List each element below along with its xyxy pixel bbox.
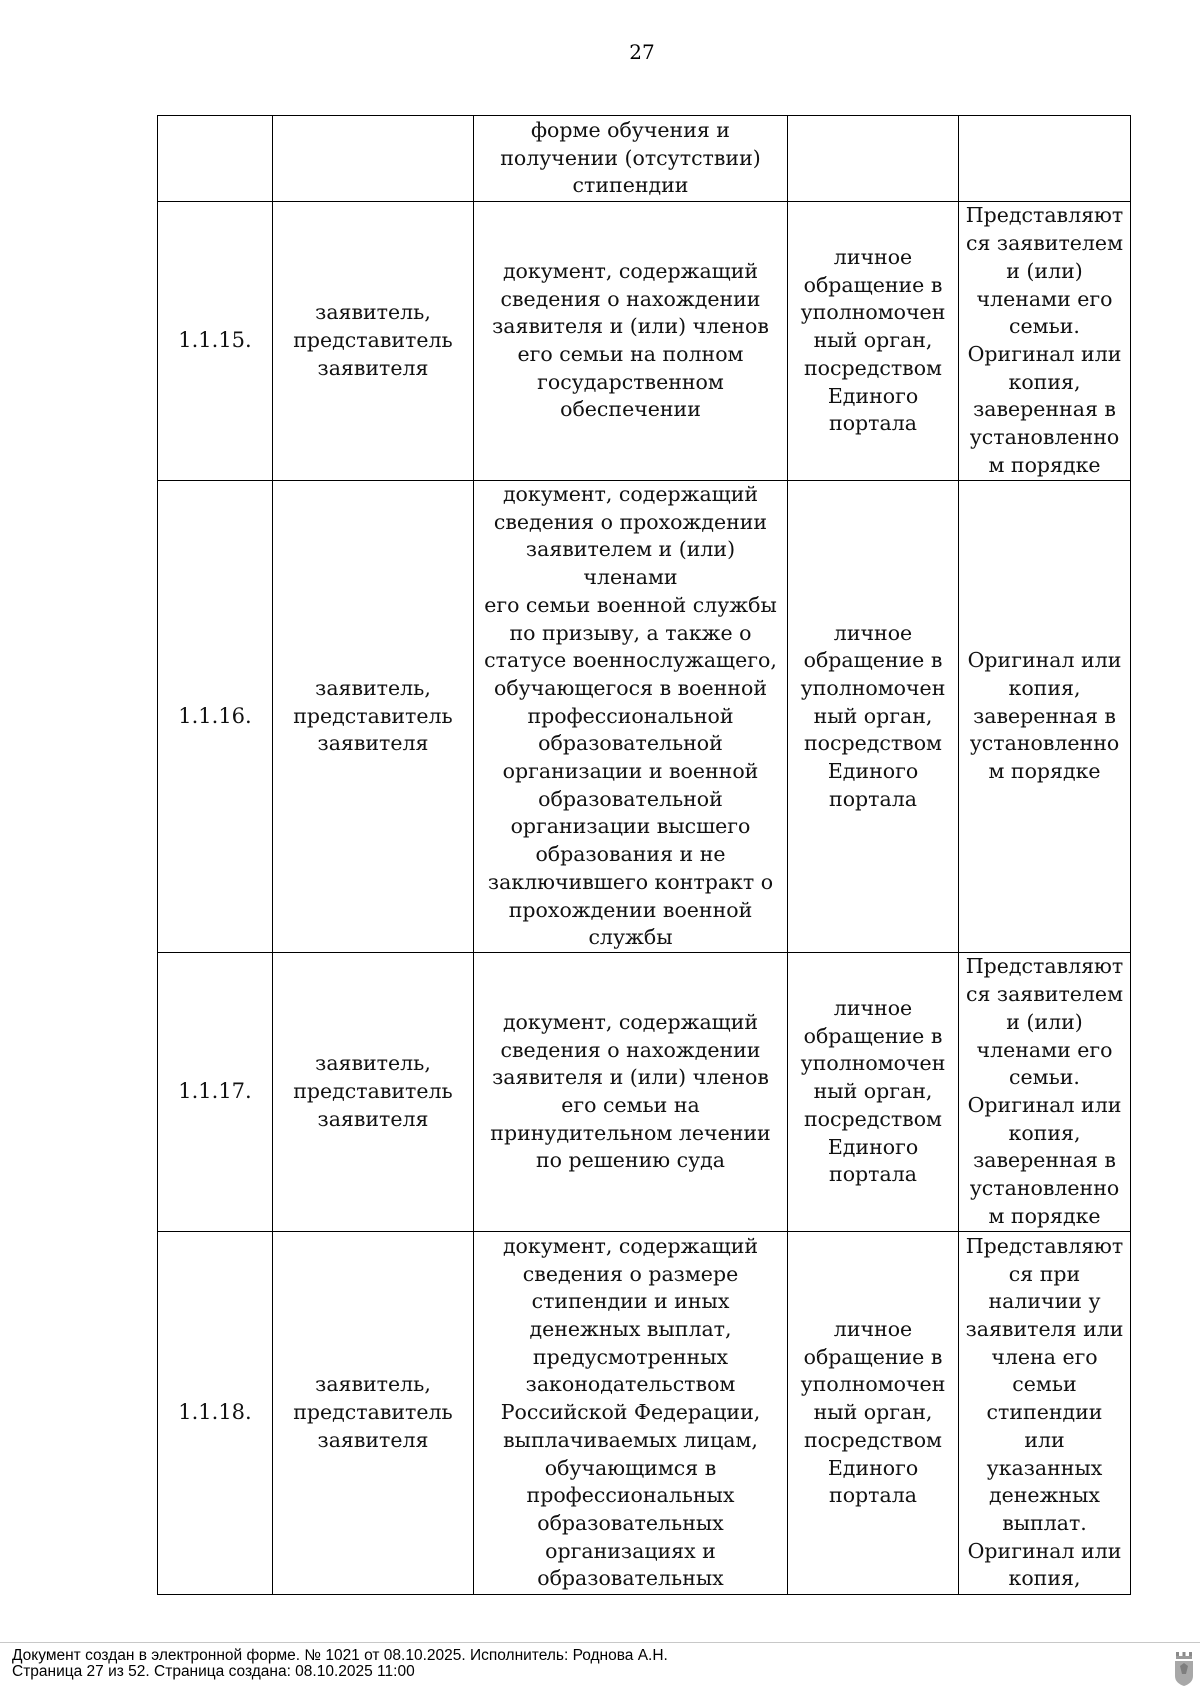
table-row	[158, 202, 1131, 481]
note-cell: Оригинал или копия, заверенная в установленно м порядке	[959, 481, 1131, 953]
footer-divider	[0, 1642, 1200, 1643]
note-cell	[959, 116, 1131, 202]
footer	[12, 1648, 668, 1680]
document-cell: документ, содержащий сведения о размере стипендии и иных денежных выплат, предусмотренных законодательством Российской Федерации, выплачиваемых лицам, обучающимся в профессиональных образовательных организациях и образовательных	[474, 1231, 788, 1594]
submission-method-cell: личное обращение в уполномочен ный орган, посредством Единого портала	[788, 1231, 959, 1594]
document-cell: документ, содержащий сведения о прохождении заявителем и (или) членами его семьи военной службы по призыву, а также о статусе военнослужащего, обучающегося в военной профессиональной образовательной организации и военной образовательной организации высшего образования и не заключившего контракт о прохождении военной службы	[474, 481, 788, 953]
page-number: 27	[629, 40, 655, 64]
row-number: 1.1.15.	[158, 202, 273, 481]
submission-method-cell: личное обращение в уполномочен ный орган, посредством Единого портала	[788, 202, 959, 481]
note-cell: Представляют ся при наличии у заявителя или члена его семьи стипендии или указанных денежных выплат. Оригинал или копия,	[959, 1231, 1131, 1594]
note-cell: Представляют ся заявителем и (или) членами его семьи. Оригинал или копия, заверенная в установленно м порядке	[959, 202, 1131, 481]
table-row	[158, 481, 1131, 953]
row-number: 1.1.17.	[158, 952, 273, 1231]
footer-document-info: Документ создан в электронной форме. № 1021 от 08.10.2025. Исполнитель: Роднова А.Н.	[12, 1647, 668, 1664]
footer-page-info: Страница 27 из 52. Страница создана: 08.10.2025 11:00	[12, 1663, 415, 1680]
documents-table	[157, 115, 1131, 1595]
table-row	[158, 952, 1131, 1231]
applicant-cell: заявитель, представитель заявителя	[273, 202, 474, 481]
applicant-cell: заявитель, представитель заявителя	[273, 1231, 474, 1594]
table-row	[158, 1231, 1131, 1594]
document-cell: форме обучения и получении (отсутствии) стипендии	[474, 116, 788, 202]
coat-of-arms-icon	[1174, 1652, 1194, 1686]
document-cell: документ, содержащий сведения о нахождении заявителя и (или) членов его семьи на полном государственном обеспечении	[474, 202, 788, 481]
row-number: 1.1.18.	[158, 1231, 273, 1594]
applicant-cell: заявитель, представитель заявителя	[273, 952, 474, 1231]
submission-method-cell: личное обращение в уполномочен ный орган, посредством Единого портала	[788, 481, 959, 953]
applicant-cell: заявитель, представитель заявителя	[273, 481, 474, 953]
applicant-cell	[273, 116, 474, 202]
submission-method-cell: личное обращение в уполномочен ный орган, посредством Единого портала	[788, 952, 959, 1231]
table-row	[158, 116, 1131, 202]
document-cell: документ, содержащий сведения о нахождении заявителя и (или) членов его семьи на принудительном лечении по решению суда	[474, 952, 788, 1231]
row-number: 1.1.16.	[158, 481, 273, 953]
row-number	[158, 116, 273, 202]
submission-method-cell	[788, 116, 959, 202]
note-cell: Представляют ся заявителем и (или) членами его семьи. Оригинал или копия, заверенная в установленно м порядке	[959, 952, 1131, 1231]
